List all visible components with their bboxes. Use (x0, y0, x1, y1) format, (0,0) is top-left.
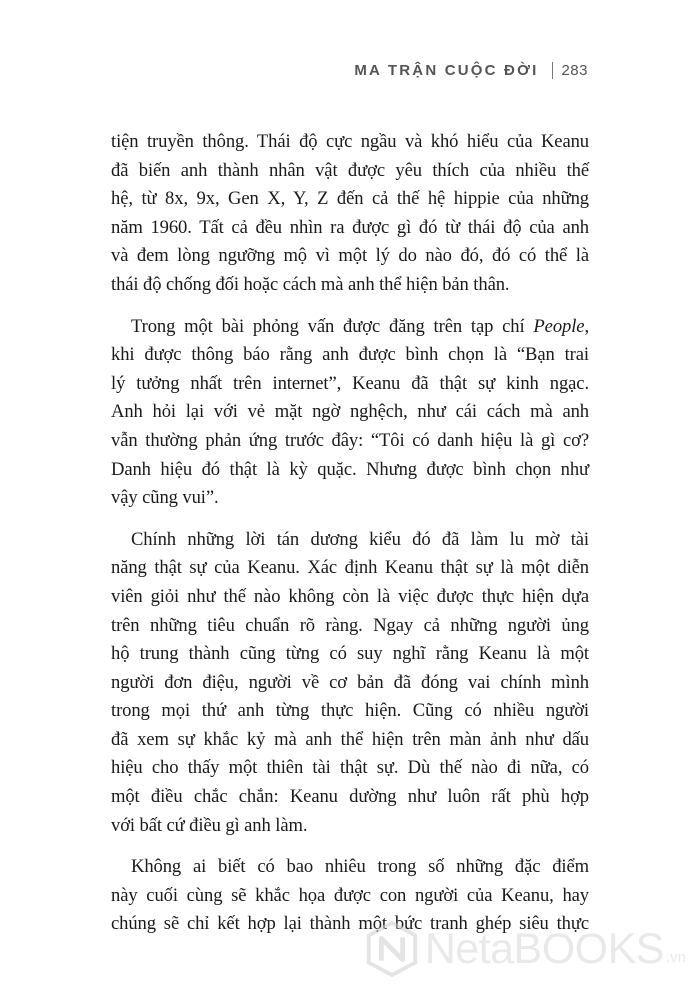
text-line (111, 313, 589, 342)
text-line: trên những tiêu chuẩn rõ ràng. Ngay cả những người ủng (111, 614, 589, 636)
text-line: này cuối cùng sẽ khắc họa được con người của Keanu, hay (111, 884, 589, 906)
page-body (111, 128, 589, 952)
text-segment: , (584, 315, 589, 337)
running-header (354, 62, 588, 79)
text-line: năm 1960. Tất cả đều nhìn ra được gì đó từ thái độ của anh (111, 216, 589, 238)
book-title: MA TRẬN CUỘC ĐỜI (354, 62, 539, 79)
watermark (363, 920, 686, 978)
text-line: thái độ chống đối hoặc cách mà anh thể hiện bản thân. (111, 273, 510, 295)
text-line: Danh hiệu đó thật là kỳ quặc. Nhưng được bình chọn như (111, 458, 589, 480)
text-line: Không ai biết có bao nhiêu trong số những đặc điểm (131, 856, 589, 878)
paragraph-1 (111, 128, 589, 300)
watermark-brand: NetaBOOKS (424, 924, 664, 973)
text-line: Chính những lời tán dương kiểu đó đã làm lu mờ tài (131, 528, 589, 550)
netabooks-logo-icon (363, 920, 421, 978)
text-line: một điều chắc chắn: Keanu dường như luôn rất phù hợp (111, 786, 589, 808)
text-line: hệ, từ 8x, 9x, Gen X, Y, Z đến cả thế hệ hippie của những (111, 188, 589, 210)
paragraph-3 (111, 526, 589, 841)
text-line: khi được thông báo rằng anh được bình chọn là “Bạn trai (111, 344, 589, 366)
header-divider (552, 62, 553, 79)
text-line: tiện truyền thông. Thái độ cực ngầu và khó hiểu của Keanu (111, 131, 589, 152)
paragraph-2 (111, 313, 589, 513)
text-line: và đem lòng ngưỡng mộ vì một lý do nào đó, đó có thể là (111, 245, 589, 267)
watermark-domain: .vn (665, 948, 686, 966)
text-line: lý tưởng nhất trên internet”, Keanu đã thật sự kinh ngạc. (111, 372, 589, 394)
text-line: hiệu cho thấy một thiên tài thật sự. Dù thế nào đi nữa, có (111, 757, 589, 779)
text-line: hộ trung thành cũng từng có suy nghĩ rằng Keanu là một (111, 643, 589, 665)
text-segment: Trong một bài phỏng vấn được đăng trên tạp chí (131, 315, 534, 337)
magazine-name: People (533, 315, 585, 337)
text-line: đã xem sự khắc kỷ mà anh thể hiện trên màn ảnh như dấu (111, 728, 589, 750)
page-number: 283 (561, 62, 588, 79)
text-line: người đơn điệu, người về cơ bản đã đóng vai chính mình (111, 671, 589, 693)
text-line: với bất cứ điều gì anh làm. (111, 814, 308, 836)
text-line: đã biến anh thành nhân vật được yêu thích của nhiều thế (111, 159, 589, 181)
text-line: vẫn thường phản ứng trước đây: “Tôi có danh hiệu là gì cơ? (111, 429, 589, 451)
text-line: viên giỏi như thế nào không còn là việc được thực hiện dựa (111, 585, 589, 607)
text-line: chúng sẽ chỉ kết hợp lại thành một bức tranh ghép siêu thực (111, 913, 589, 935)
text-line: vậy cũng vui”. (111, 487, 219, 509)
text-line: năng thật sự của Keanu. Xác định Keanu thật sự là một diễn (111, 557, 589, 579)
text-line: Anh hỏi lại với vẻ mặt ngờ nghệch, như cái cách mà anh (111, 401, 589, 423)
text-line: trong mọi thứ anh từng thực hiện. Cũng có nhiều người (111, 700, 589, 722)
